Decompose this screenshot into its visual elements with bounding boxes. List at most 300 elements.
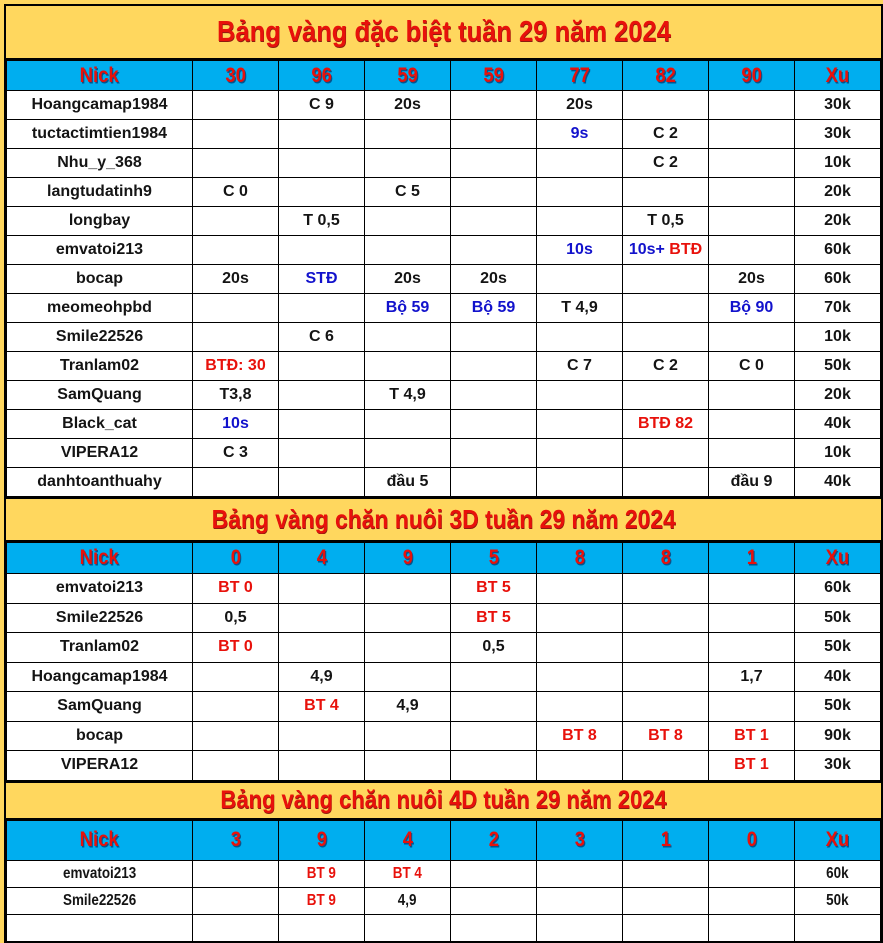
column-header-xu <box>795 543 881 574</box>
xu-cell <box>795 381 881 410</box>
value-cell <box>193 410 279 439</box>
value-cell <box>709 207 795 236</box>
column-header <box>623 61 709 91</box>
table-row <box>7 294 881 323</box>
empty-cell <box>623 914 709 941</box>
value-cell <box>279 178 365 207</box>
cell-text: C 2 <box>653 154 678 171</box>
nick-text: tuctactimtien1984 <box>31 125 168 142</box>
table-row <box>7 120 881 149</box>
value-cell <box>623 721 709 751</box>
column-header-text: 9 <box>402 546 413 569</box>
value-cell <box>623 751 709 781</box>
value-cell <box>709 692 795 722</box>
column-header <box>365 61 451 91</box>
value-cell <box>623 662 709 692</box>
value-cell <box>193 439 279 468</box>
value-cell <box>537 265 623 294</box>
table-row <box>7 692 881 722</box>
cell-text: 20s <box>480 270 507 287</box>
column-header <box>709 543 795 574</box>
cell-text: BT 4 <box>392 864 423 882</box>
xu-cell <box>795 468 881 497</box>
value-cell <box>365 91 451 120</box>
nick-text: Tranlam02 <box>59 638 140 656</box>
value-cell <box>623 574 709 604</box>
cell-text: Bộ 90 <box>729 299 774 316</box>
table-row <box>7 381 881 410</box>
nick-cell <box>7 439 193 468</box>
value-cell <box>193 207 279 236</box>
table-row <box>7 352 881 381</box>
cell-text: STĐ <box>305 270 338 287</box>
xu-text: 10k <box>824 154 851 171</box>
cell-text: 20s <box>566 96 593 113</box>
value-cell <box>451 352 537 381</box>
column-header-text: 82 <box>655 63 676 87</box>
table-row <box>7 323 881 352</box>
cell-text: 4,9 <box>398 891 417 909</box>
xu-cell <box>795 178 881 207</box>
xu-text: 50k <box>824 608 851 626</box>
value-cell <box>365 603 451 633</box>
column-header <box>709 61 795 91</box>
xu-text: 20k <box>824 212 851 229</box>
table-title: Bảng vàng chăn nuôi 4D tuần 29 năm 2024 <box>220 785 667 814</box>
nick-cell <box>7 633 193 663</box>
value-cell <box>709 860 795 887</box>
value-cell <box>193 236 279 265</box>
value-cell <box>537 721 623 751</box>
cell-text: 1,7 <box>740 667 763 685</box>
xu-cell <box>795 751 881 781</box>
column-header-text: 59 <box>397 63 418 87</box>
value-cell <box>623 149 709 178</box>
value-cell <box>709 410 795 439</box>
nick-cell <box>7 468 193 497</box>
value-cell <box>537 352 623 381</box>
value-cell <box>709 662 795 692</box>
column-header <box>193 820 279 860</box>
table-row <box>7 207 881 236</box>
column-header-text: Xu <box>825 546 850 569</box>
table-row <box>7 410 881 439</box>
xu-cell <box>795 439 881 468</box>
column-header-text: Nick <box>79 546 120 569</box>
nick-cell <box>7 149 193 178</box>
xu-text: 50k <box>824 697 851 715</box>
column-header <box>451 820 537 860</box>
nick-text: Black_cat <box>62 415 137 432</box>
cell-text: C 0 <box>739 357 764 374</box>
cell-text: 9s <box>570 125 589 142</box>
value-cell <box>365 265 451 294</box>
cell-text: C 2 <box>653 357 678 374</box>
value-cell <box>709 751 795 781</box>
column-header-text: Nick <box>79 828 120 851</box>
xu-cell <box>795 692 881 722</box>
value-cell <box>279 721 365 751</box>
value-cell <box>451 574 537 604</box>
column-header-text: 5 <box>488 546 499 569</box>
xu-text: 60k <box>826 864 849 882</box>
xu-text: 90k <box>824 726 851 744</box>
value-cell <box>709 265 795 294</box>
value-cell <box>193 887 279 914</box>
value-cell <box>365 751 451 781</box>
value-cell <box>451 860 537 887</box>
value-cell <box>623 120 709 149</box>
value-cell <box>193 751 279 781</box>
cell-text: C 6 <box>309 328 334 345</box>
xu-cell <box>795 721 881 751</box>
column-header-text: 8 <box>660 546 671 569</box>
value-cell <box>537 207 623 236</box>
value-cell <box>537 662 623 692</box>
empty-cell <box>7 914 193 941</box>
xu-cell <box>795 662 881 692</box>
value-cell <box>451 120 537 149</box>
value-cell <box>193 294 279 323</box>
nick-cell <box>7 721 193 751</box>
column-header <box>451 543 537 574</box>
value-cell <box>193 178 279 207</box>
cell-text: đầu 9 <box>730 473 773 490</box>
value-cell <box>193 468 279 497</box>
xu-text: 10k <box>824 328 851 345</box>
value-cell <box>537 323 623 352</box>
value-cell <box>365 120 451 149</box>
value-cell <box>623 323 709 352</box>
column-header <box>279 820 365 860</box>
value-cell <box>193 662 279 692</box>
xu-text: 50k <box>824 357 851 374</box>
value-cell <box>709 91 795 120</box>
column-header-text: 4 <box>316 546 327 569</box>
column-header <box>365 820 451 860</box>
value-cell <box>279 887 365 914</box>
value-cell <box>365 381 451 410</box>
column-header <box>451 61 537 91</box>
value-cell <box>537 381 623 410</box>
value-cell <box>451 692 537 722</box>
empty-cell <box>279 914 365 941</box>
cell-text: BT 5 <box>476 579 511 597</box>
value-cell <box>279 574 365 604</box>
value-cell <box>279 860 365 887</box>
nick-cell <box>7 178 193 207</box>
cell-text: BT 0 <box>218 579 253 597</box>
column-header-nick <box>7 61 193 91</box>
value-cell <box>279 439 365 468</box>
value-cell <box>709 120 795 149</box>
cell-text: T3,8 <box>219 386 252 403</box>
value-cell <box>451 91 537 120</box>
value-cell <box>709 574 795 604</box>
column-header <box>709 820 795 860</box>
column-header-row <box>7 61 881 91</box>
value-cell <box>623 603 709 633</box>
value-cell <box>537 439 623 468</box>
column-header <box>279 543 365 574</box>
column-header-text: 3 <box>230 828 241 851</box>
value-cell <box>193 149 279 178</box>
value-cell <box>709 633 795 663</box>
xu-text: 40k <box>824 667 851 685</box>
column-header-text: 0 <box>230 546 241 569</box>
value-cell <box>537 468 623 497</box>
table-title: Bảng vàng chăn nuôi 3D tuần 29 năm 2024 <box>211 504 676 534</box>
value-cell <box>279 207 365 236</box>
nick-cell <box>7 352 193 381</box>
value-cell <box>537 692 623 722</box>
value-cell <box>365 574 451 604</box>
cell-text: C 5 <box>395 183 420 200</box>
value-cell <box>623 692 709 722</box>
cell-text: 0,5 <box>224 608 247 626</box>
cell-text: 10s <box>222 415 249 432</box>
table-title-bar <box>6 497 881 542</box>
xu-cell <box>795 574 881 604</box>
golden-board-sheet <box>4 4 883 943</box>
cell-text: T 0,5 <box>303 212 340 229</box>
cell-text: BT 0 <box>218 638 253 656</box>
value-cell <box>451 236 537 265</box>
nick-text: Smile22526 <box>55 328 144 345</box>
value-cell <box>279 662 365 692</box>
column-header <box>623 820 709 860</box>
cell-text: BT 5 <box>476 608 511 626</box>
value-cell <box>279 352 365 381</box>
cell-text: đầu 5 <box>386 473 429 490</box>
table-row <box>7 721 881 751</box>
xu-cell <box>795 294 881 323</box>
xu-text: 40k <box>824 473 851 490</box>
value-cell <box>623 265 709 294</box>
value-cell <box>451 410 537 439</box>
value-cell <box>279 468 365 497</box>
value-cell <box>451 178 537 207</box>
nick-cell <box>7 294 193 323</box>
value-cell <box>709 381 795 410</box>
value-cell <box>193 265 279 294</box>
value-cell <box>537 410 623 439</box>
value-cell <box>451 149 537 178</box>
table-section-chan-nuoi-3d <box>6 497 881 781</box>
value-cell <box>193 352 279 381</box>
cell-text: 4,9 <box>396 697 419 715</box>
xu-text: 60k <box>824 270 851 287</box>
value-cell <box>279 751 365 781</box>
xu-cell <box>795 236 881 265</box>
value-cell <box>451 662 537 692</box>
nick-text: danhtoanthuahy <box>37 473 162 490</box>
nick-cell <box>7 236 193 265</box>
value-cell <box>709 603 795 633</box>
xu-cell <box>795 323 881 352</box>
nick-cell <box>7 265 193 294</box>
column-header-text: 9 <box>316 828 327 851</box>
nick-cell <box>7 91 193 120</box>
nick-text: SamQuang <box>57 697 142 715</box>
cell-text: C 0 <box>223 183 248 200</box>
table-row <box>7 468 881 497</box>
nick-text: VIPERA12 <box>60 444 139 461</box>
value-cell <box>279 410 365 439</box>
value-cell <box>623 294 709 323</box>
value-cell <box>451 439 537 468</box>
cell-text: Bộ 59 <box>471 299 516 316</box>
table-row <box>7 633 881 663</box>
value-cell <box>279 294 365 323</box>
table-row <box>7 439 881 468</box>
value-cell <box>451 323 537 352</box>
xu-text: 60k <box>824 579 851 597</box>
nick-text: bocap <box>75 270 124 287</box>
value-cell <box>193 692 279 722</box>
value-cell <box>365 178 451 207</box>
value-cell <box>193 323 279 352</box>
xu-text: 50k <box>824 638 851 656</box>
value-cell <box>279 149 365 178</box>
nick-cell <box>7 323 193 352</box>
value-cell <box>623 468 709 497</box>
table-row <box>7 149 881 178</box>
value-cell <box>365 662 451 692</box>
value-cell <box>623 178 709 207</box>
nick-text: emvatoi213 <box>62 864 137 882</box>
nick-text: Tranlam02 <box>59 357 140 374</box>
cell-text: C 3 <box>223 444 248 461</box>
value-cell <box>623 860 709 887</box>
xu-cell <box>795 603 881 633</box>
value-cell <box>537 603 623 633</box>
nick-cell <box>7 120 193 149</box>
value-cell <box>365 323 451 352</box>
value-cell <box>279 236 365 265</box>
nick-text: Smile22526 <box>55 608 144 626</box>
value-cell <box>709 721 795 751</box>
table-section-special <box>6 6 881 497</box>
xu-cell <box>795 207 881 236</box>
nick-text: emvatoi213 <box>55 579 144 597</box>
value-cell <box>365 860 451 887</box>
value-cell <box>537 236 623 265</box>
nick-cell <box>7 751 193 781</box>
table-row <box>7 603 881 633</box>
nick-cell <box>7 381 193 410</box>
empty-cell <box>537 914 623 941</box>
value-cell <box>279 323 365 352</box>
column-header <box>193 543 279 574</box>
column-header-text: 8 <box>574 546 585 569</box>
column-header-text: Nick <box>79 63 120 87</box>
value-cell <box>365 633 451 663</box>
value-cell <box>451 381 537 410</box>
xu-text: 20k <box>824 386 851 403</box>
nick-text: longbay <box>68 212 131 229</box>
xu-cell <box>795 265 881 294</box>
value-cell <box>709 294 795 323</box>
value-cell <box>623 207 709 236</box>
table-row <box>7 178 881 207</box>
value-cell <box>537 120 623 149</box>
value-cell <box>193 721 279 751</box>
xu-cell <box>795 410 881 439</box>
column-header-text: 1 <box>660 828 671 851</box>
nick-text: langtudatinh9 <box>47 183 152 200</box>
partial-next-row <box>7 914 881 941</box>
nick-cell <box>7 860 193 887</box>
value-cell <box>623 381 709 410</box>
cell-text: T 4,9 <box>561 299 598 316</box>
column-header-row <box>7 543 881 574</box>
xu-cell <box>795 91 881 120</box>
column-header-text: Xu <box>825 63 850 87</box>
cell-text: T 4,9 <box>389 386 426 403</box>
value-cell <box>365 439 451 468</box>
nick-cell <box>7 410 193 439</box>
value-cell <box>537 149 623 178</box>
nick-cell <box>7 603 193 633</box>
nick-text: meomeohpbd <box>47 299 152 316</box>
cell-text: C 2 <box>653 125 678 142</box>
value-cell <box>193 633 279 663</box>
cell-text: BT 1 <box>734 756 769 774</box>
board-table-special <box>6 60 881 497</box>
column-header-row <box>7 820 881 860</box>
xu-text: 20k <box>824 183 851 200</box>
value-cell <box>365 887 451 914</box>
column-header <box>365 543 451 574</box>
cell-text: 20s <box>222 270 249 287</box>
value-cell <box>623 352 709 381</box>
nick-text: Smile22526 <box>62 891 137 909</box>
value-cell <box>279 692 365 722</box>
column-header <box>537 820 623 860</box>
value-cell <box>365 468 451 497</box>
value-cell <box>623 236 709 265</box>
value-cell <box>623 410 709 439</box>
xu-text: 60k <box>824 241 851 258</box>
value-cell <box>451 633 537 663</box>
column-header-text: 0 <box>746 828 757 851</box>
column-header <box>623 543 709 574</box>
column-header-text: 4 <box>402 828 413 851</box>
value-cell <box>537 91 623 120</box>
board-table-chan-nuoi-3d <box>6 542 881 781</box>
table-row <box>7 574 881 604</box>
cell-text: 20s <box>738 270 765 287</box>
value-cell <box>451 468 537 497</box>
nick-cell <box>7 887 193 914</box>
empty-cell <box>709 914 795 941</box>
table-title: Bảng vàng đặc biệt tuần 29 năm 2024 <box>216 15 671 48</box>
value-cell <box>451 751 537 781</box>
nick-text: bocap <box>75 726 124 744</box>
column-header-nick <box>7 543 193 574</box>
empty-cell <box>193 914 279 941</box>
board-table-chan-nuoi-4d <box>6 820 881 942</box>
value-cell <box>365 236 451 265</box>
value-cell <box>537 751 623 781</box>
value-cell <box>279 265 365 294</box>
value-cell <box>365 207 451 236</box>
table-title-bar <box>6 6 881 60</box>
value-cell <box>623 91 709 120</box>
column-header-text: 90 <box>741 63 762 87</box>
value-cell <box>537 633 623 663</box>
